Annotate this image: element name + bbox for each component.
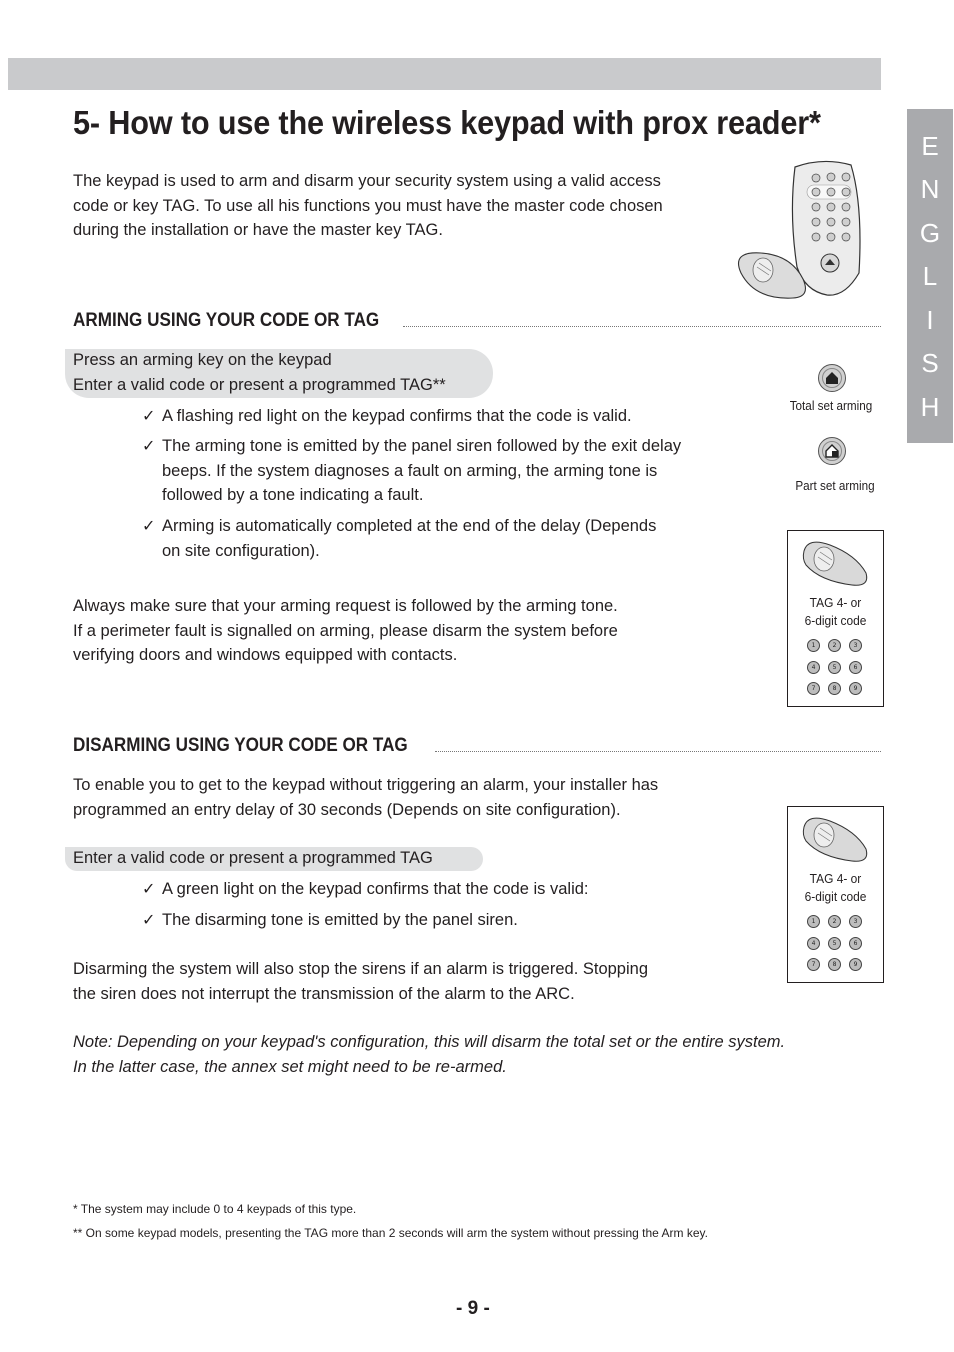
keypad-key: 8 xyxy=(828,682,841,695)
keypad-key: 9 xyxy=(849,958,862,971)
tag-caption: 6-digit code xyxy=(804,613,867,628)
check-item xyxy=(142,404,632,429)
total-set-arming-icon xyxy=(818,364,846,392)
dotted-leader xyxy=(403,326,881,327)
keypad-key: 1 xyxy=(807,915,820,928)
keypad-key: 3 xyxy=(849,915,862,928)
language-letter: H xyxy=(920,391,940,422)
text-line: Note: Depending on your keypad's configuration, this will disarm the total set or the entire system. xyxy=(73,1033,786,1051)
keypad-key: 2 xyxy=(828,915,841,928)
text-line: beeps. If the system diagnoses a fault on arming, the arming tone is xyxy=(162,461,658,480)
total-set-caption: Total set arming xyxy=(789,398,873,413)
arming-section-heading xyxy=(73,310,881,332)
keypad-key: 8 xyxy=(828,958,841,971)
keypad-key: 6 xyxy=(849,937,862,950)
arming-paragraph xyxy=(73,594,618,668)
check-icon: ✓ xyxy=(142,879,156,898)
keypad-key: 7 xyxy=(807,682,820,695)
keypad-key: 5 xyxy=(828,661,841,674)
tag-caption: TAG 4- or xyxy=(809,595,862,610)
language-letter: S xyxy=(921,348,939,378)
header-band xyxy=(8,58,881,90)
text-line: The arming tone is emitted by the panel siren followed by the exit delay xyxy=(162,437,682,455)
disarming-step: Enter a valid code or present a programmed TAG xyxy=(73,849,433,867)
text-line: A flashing red light on the keypad confirms that the code is valid. xyxy=(162,407,632,425)
keypad-key: 2 xyxy=(828,639,841,652)
check-item xyxy=(142,434,682,508)
section-title: ARMING USING YOUR CODE OR TAG xyxy=(73,310,380,331)
keypad-illustration xyxy=(733,155,883,301)
note-paragraph xyxy=(73,1030,785,1079)
check-icon: ✓ xyxy=(142,516,156,535)
text-line: In the latter case, the annex set might need to be re-armed. xyxy=(73,1057,507,1076)
text-line: Disarming the system will also stop the sirens if an alarm is triggered. Stopping xyxy=(73,960,648,978)
check-icon: ✓ xyxy=(142,910,156,929)
text-line: If a perimeter fault is signalled on arming, please disarm the system before xyxy=(73,621,618,640)
language-letter: I xyxy=(926,304,934,335)
text-line: The disarming tone is emitted by the panel siren. xyxy=(162,911,518,929)
keypad-key: 4 xyxy=(807,937,820,950)
tag-icon xyxy=(800,815,870,865)
dotted-leader xyxy=(435,751,881,752)
arming-step: Press an arming key on the keypad xyxy=(73,351,332,369)
tag-code-box xyxy=(787,806,884,983)
keypad-key: 6 xyxy=(849,661,862,674)
keypad-key: 3 xyxy=(849,639,862,652)
text-line: the siren does not interrupt the transmission of the alarm to the ARC. xyxy=(73,984,575,1003)
page-title: 5- How to use the wireless keypad with prox reader* xyxy=(73,104,821,141)
part-set-caption: Part set arming xyxy=(795,478,875,493)
check-icon: ✓ xyxy=(142,406,156,425)
keypad-key: 5 xyxy=(828,937,841,950)
text-line: To enable you to get to the keypad without triggering an alarm, your installer has xyxy=(73,776,659,794)
check-item xyxy=(142,908,518,933)
keypad-grid xyxy=(807,639,862,695)
keypad-grid xyxy=(807,915,862,971)
text-line: programmed an entry delay of 30 seconds (Depends on site configuration). xyxy=(73,800,621,819)
language-tab xyxy=(907,109,953,443)
page-number: - 9 - xyxy=(456,1298,490,1319)
intro-paragraph xyxy=(73,169,663,243)
footnote: * The system may include 0 to 4 keypads of this type. xyxy=(73,1202,357,1216)
text-line: Always make sure that your arming request is followed by the arming tone. xyxy=(73,597,618,615)
text-line: during the installation or have the master key TAG. xyxy=(73,221,443,239)
keypad-key: 7 xyxy=(807,958,820,971)
check-item xyxy=(142,877,589,902)
tag-icon xyxy=(800,539,870,589)
keypad-key: 4 xyxy=(807,661,820,674)
language-letter: E xyxy=(921,130,939,161)
text-line: followed by a tone indicating a fault. xyxy=(162,486,424,504)
text-line: verifying doors and windows equipped with contacts. xyxy=(73,646,458,664)
language-letter: L xyxy=(922,261,938,291)
disarming-paragraph xyxy=(73,957,648,1006)
footnote: ** On some keypad models, presenting the TAG more than 2 seconds will arm the system without pressing the Arm key. xyxy=(73,1226,708,1240)
tag-caption: 6-digit code xyxy=(804,889,867,904)
part-set-arming-icon xyxy=(818,437,846,465)
check-item xyxy=(142,514,657,563)
arming-step: Enter a valid code or present a programmed TAG** xyxy=(73,376,446,394)
text-line: code or key TAG. To use all his functions you must have the master code chosen xyxy=(73,196,663,215)
tag-caption: TAG 4- or xyxy=(809,871,862,886)
disarming-intro xyxy=(73,773,658,822)
keypad-key: 1 xyxy=(807,639,820,652)
text-line: The keypad is used to arm and disarm your security system using a valid access xyxy=(73,172,661,190)
text-line: on site configuration). xyxy=(162,541,320,560)
check-icon: ✓ xyxy=(142,436,156,455)
language-letter: N xyxy=(920,174,940,204)
section-title: DISARMING USING YOUR CODE OR TAG xyxy=(73,735,408,756)
disarming-section-heading xyxy=(73,735,881,757)
tag-code-box xyxy=(787,530,884,707)
text-line: Arming is automatically completed at the end of the delay (Depends xyxy=(162,517,657,535)
keypad-key: 9 xyxy=(849,682,862,695)
language-letter: G xyxy=(919,217,941,248)
text-line: A green light on the keypad confirms that the code is valid: xyxy=(162,880,589,898)
